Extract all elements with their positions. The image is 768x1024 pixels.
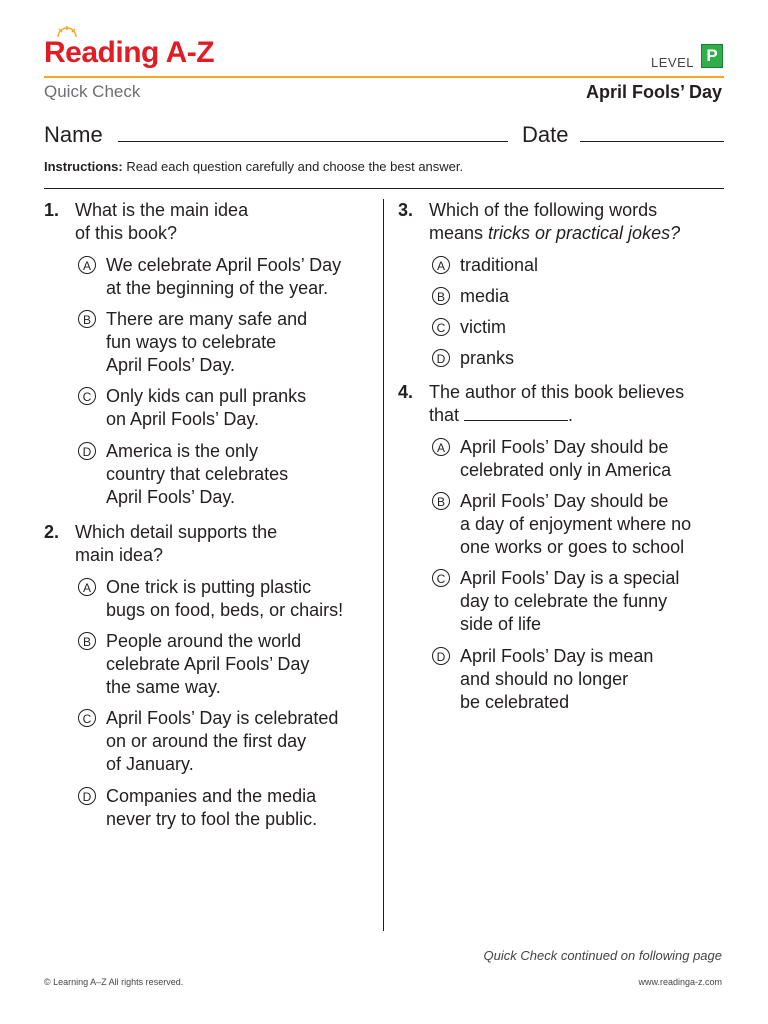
option-a-bubble[interactable]: A — [432, 256, 450, 274]
question-number: 2. — [44, 522, 60, 542]
option-line: media — [460, 286, 510, 306]
question-line: of this book? — [75, 223, 178, 243]
option-line: Companies and the media — [106, 786, 317, 806]
question-line: main idea? — [75, 545, 164, 565]
option-d-text — [460, 645, 720, 714]
option-c-bubble[interactable]: C — [78, 709, 96, 727]
option-c-text — [460, 316, 720, 339]
instructions-label: Instructions: — [44, 159, 123, 174]
option-line: celebrated only in America — [460, 460, 672, 480]
question-text — [75, 521, 365, 567]
option-d-bubble[interactable]: D — [432, 349, 450, 367]
option-line: Only kids can pull pranks — [106, 386, 307, 406]
option-a-text — [460, 254, 720, 277]
question-line — [429, 222, 719, 245]
option-d-bubble[interactable]: D — [78, 442, 96, 460]
answer-blank — [464, 404, 568, 421]
option-c-text — [106, 385, 366, 431]
option-a-text — [460, 436, 720, 482]
question-text — [429, 381, 719, 427]
continued-note: Quick Check continued on following page — [483, 948, 722, 963]
question-text — [75, 199, 365, 245]
option-line: traditional — [460, 255, 539, 275]
option-line: of January. — [106, 754, 194, 774]
option-d-text — [460, 347, 720, 370]
option-line: country that celebrates — [106, 464, 289, 484]
option-line: the same way. — [106, 677, 221, 697]
option-line: day to celebrate the funny — [460, 591, 668, 611]
name-field[interactable] — [118, 141, 508, 142]
level-badge: P — [701, 44, 723, 68]
option-b-text — [460, 285, 720, 308]
option-line: bugs on food, beds, or chairs! — [106, 600, 344, 620]
question-text-prefix: that — [429, 405, 465, 425]
option-line: never try to fool the public. — [106, 809, 318, 829]
date-field[interactable] — [580, 141, 724, 142]
option-a-bubble[interactable]: A — [78, 256, 96, 274]
column-divider — [383, 199, 384, 931]
option-line: be celebrated — [460, 692, 570, 712]
option-b-text — [106, 630, 366, 699]
option-line: There are many safe and — [106, 309, 308, 329]
question-number: 4. — [398, 382, 414, 402]
option-c-bubble[interactable]: C — [432, 318, 450, 336]
option-line: pranks — [460, 348, 515, 368]
option-b-text — [460, 490, 725, 559]
option-c-text — [106, 707, 366, 776]
question-text-suffix: . — [568, 405, 574, 425]
instructions-text: Read each question carefully and choose the best answer. — [122, 159, 464, 174]
option-line: One trick is putting plastic — [106, 577, 312, 597]
option-line: America is the only — [106, 441, 259, 461]
question-emphasis: tricks or practical jokes? — [488, 223, 681, 243]
option-line: on or around the first day — [106, 731, 307, 751]
option-line: April Fools’ Day. — [106, 355, 236, 375]
option-c-bubble[interactable]: C — [78, 387, 96, 405]
option-line: on April Fools’ Day. — [106, 409, 260, 429]
option-a-text — [106, 254, 366, 300]
option-line: We celebrate April Fools’ Day — [106, 255, 342, 275]
option-c-bubble[interactable]: C — [432, 569, 450, 587]
header-divider — [44, 76, 724, 78]
option-line: one works or goes to school — [460, 537, 685, 557]
reading-az-logo: Reading A-Z — [44, 36, 215, 69]
name-label: Name — [44, 122, 103, 147]
book-title: April Fools’ Day — [585, 82, 722, 102]
option-d-bubble[interactable]: D — [432, 647, 450, 665]
option-line: and should no longer — [460, 669, 629, 689]
option-line: fun ways to celebrate — [106, 332, 277, 352]
option-a-text — [106, 576, 376, 622]
question-line: What is the main idea — [75, 200, 249, 220]
option-line: victim — [460, 317, 506, 337]
option-d-bubble[interactable]: D — [78, 787, 96, 805]
option-b-bubble[interactable]: B — [432, 287, 450, 305]
option-b-bubble[interactable]: B — [78, 632, 96, 650]
option-line: April Fools’ Day should be — [460, 491, 669, 511]
option-b-bubble[interactable]: B — [78, 310, 96, 328]
question-text-prefix: means — [429, 223, 489, 243]
option-line: April Fools’ Day is a special — [460, 568, 680, 588]
option-d-text — [106, 785, 366, 831]
option-line: celebrate April Fools’ Day — [106, 654, 310, 674]
option-line: April Fools’ Day should be — [460, 437, 669, 457]
option-a-bubble[interactable]: A — [78, 578, 96, 596]
option-line: at the beginning of the year. — [106, 278, 329, 298]
option-line: a day of enjoyment where no — [460, 514, 692, 534]
option-c-text — [460, 567, 720, 636]
question-number: 3. — [398, 200, 414, 220]
option-line: April Fools’ Day is mean — [460, 646, 654, 666]
subtitle: Quick Check — [44, 82, 141, 101]
question-line: Which detail supports the — [75, 522, 278, 542]
question-number: 1. — [44, 200, 60, 220]
website-link[interactable]: www.readinga-z.com — [638, 977, 722, 987]
copyright: © Learning A–Z All rights reserved. — [44, 977, 184, 987]
question-line: Which of the following words — [429, 200, 658, 220]
instructions-divider — [44, 188, 724, 189]
option-line: side of life — [460, 614, 542, 634]
option-line: April Fools’ Day is celebrated — [106, 708, 339, 728]
question-text — [429, 199, 719, 245]
question-line: The author of this book believes — [429, 382, 685, 402]
option-b-bubble[interactable]: B — [432, 492, 450, 510]
instructions — [44, 159, 463, 174]
option-b-text — [106, 308, 366, 377]
option-line: People around the world — [106, 631, 302, 651]
option-d-text — [106, 440, 366, 509]
level-label: LEVEL — [651, 55, 694, 70]
option-a-bubble[interactable]: A — [432, 438, 450, 456]
option-line: April Fools’ Day. — [106, 487, 236, 507]
date-label: Date — [522, 122, 569, 147]
question-line — [429, 404, 719, 427]
